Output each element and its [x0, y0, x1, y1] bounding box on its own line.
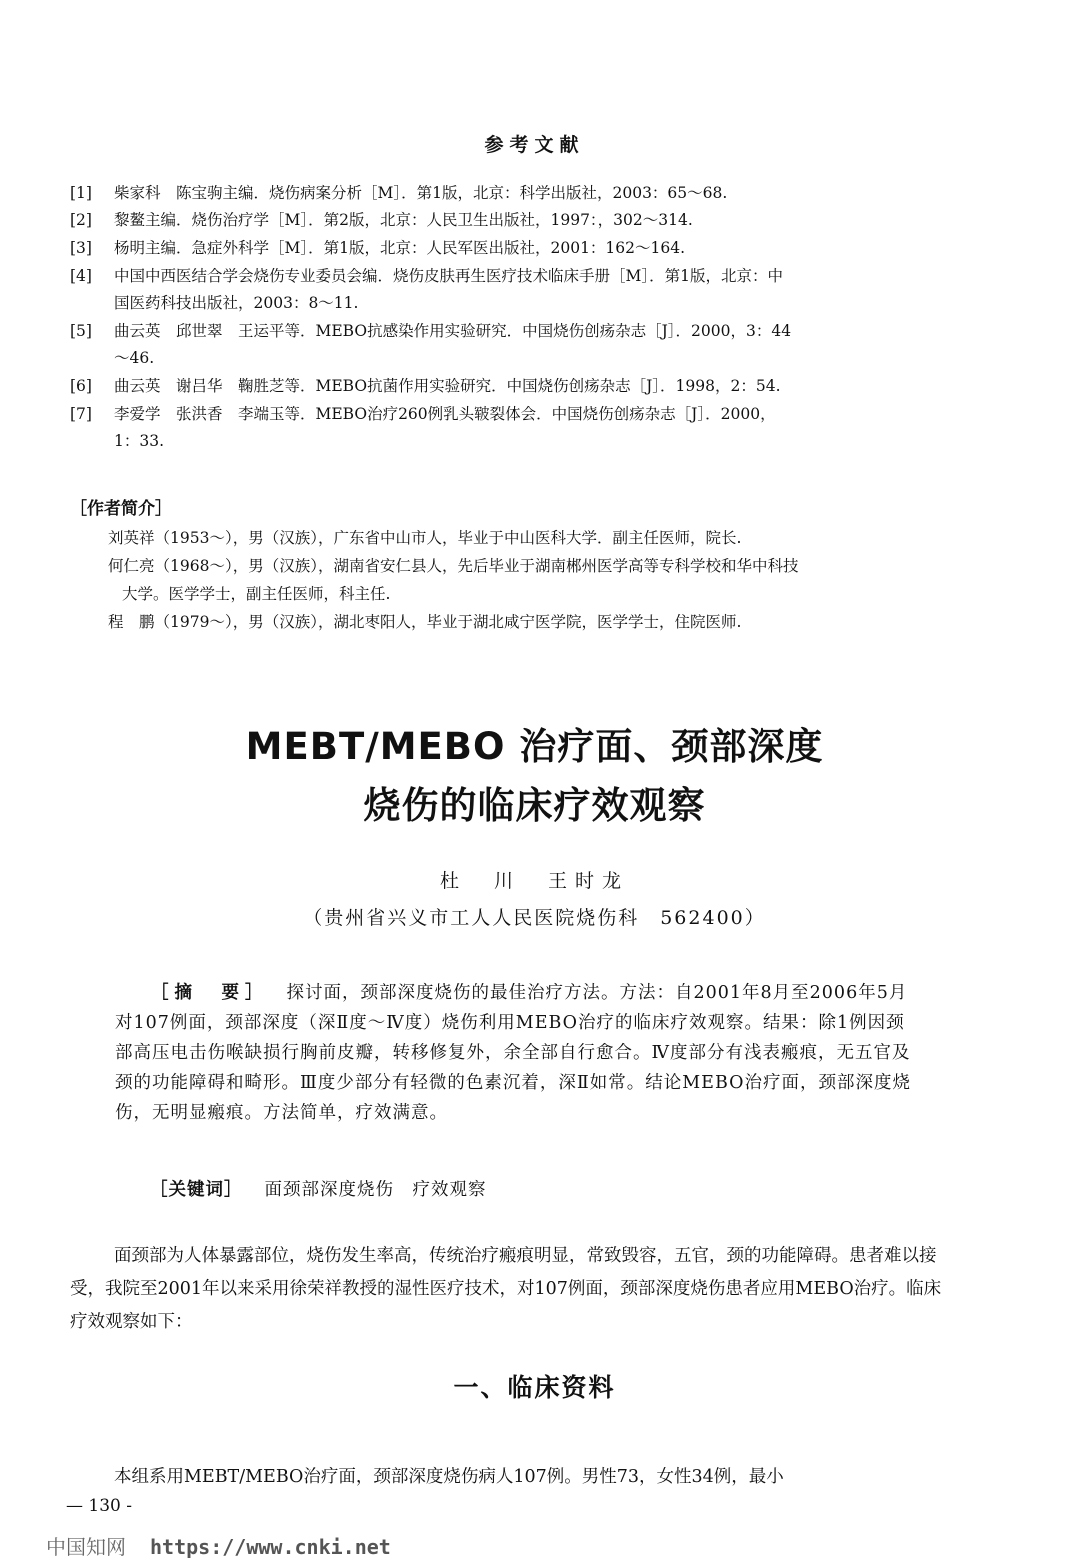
reference-text: 曲云英 邱世翠 王运平等．MEBO抗感染作用实验研究．中国烧伤创疡杂志［J］．2000，3：44 — [114, 322, 792, 340]
reference-text: 中国中西医结合学会烧伤专业委员会编．烧伤皮肤再生医疗技术临床手册［M］．第1版，北京：中 — [114, 267, 783, 285]
reference-text-continued: ～46. — [114, 349, 155, 367]
reference-number: [1] — [70, 184, 92, 202]
keywords — [150, 1176, 487, 1201]
section-paragraph: 本组系用MEBT/MEBO治疗面，颈部深度烧伤病人107例。男性73，女性34例，最小 — [114, 1467, 784, 1487]
reference-number: [2] — [70, 211, 92, 229]
reference-item — [70, 207, 945, 234]
reference-text-continued: 1：33. — [114, 432, 165, 450]
section-title: 一、临床资料 — [453, 1373, 616, 1402]
abstract — [115, 978, 915, 1128]
abstract-label: ［摘 要］ — [151, 983, 269, 1003]
author-bio — [108, 552, 948, 608]
reference-number: [7] — [70, 405, 92, 423]
reference-item — [70, 263, 945, 317]
article-affiliation: （贵州省兴义市工人人民医院烧伤科 562400） — [303, 907, 766, 929]
reference-item — [70, 373, 945, 400]
intro-paragraph: 面颈部为人体暴露部位，烧伤发生率高，传统治疗瘢痕明显，常致毁容，五官，颈的功能障碍。患者难以接受，我院至2001年以来采用徐荣祥教授的湿性医疗技术，对107例面，颈部深度烧伤患者应用MEBO治疗。临床疗效观察如下： — [70, 1246, 942, 1332]
article-title-line1: MEBT/MEBO 治疗面、颈部深度 — [245, 725, 824, 768]
author-bio-text-continued: 大学。医学学士，副主任医师，科主任. — [122, 585, 391, 603]
reference-number: [4] — [70, 267, 92, 285]
reference-item — [70, 401, 945, 455]
reference-text: 黎鳌主编．烧伤治疗学［M］．第2版，北京：人民卫生出版社，1997：，302～314. — [114, 211, 693, 229]
reference-item — [70, 180, 945, 207]
author-bio-text: 何仁亮（1968～），男（汉族），湖南省安仁县人，先后毕业于湖南郴州医学高等专科学校和华中科技 — [108, 557, 799, 575]
reference-item — [70, 235, 945, 262]
page-number: — 130 - — [66, 1496, 132, 1516]
footer-url[interactable]: https://www.cnki.net — [150, 1535, 391, 1559]
reference-number: [5] — [70, 322, 92, 340]
reference-text: 曲云英 谢吕华 鞠胜芝等．MEBO抗菌作用实验研究．中国烧伤创疡杂志［J］．1998，2：54. — [114, 377, 781, 395]
reference-number: [3] — [70, 239, 92, 257]
reference-text: 李爱学 张洪香 李端玉等．MEBO治疗260例乳头皲裂体会．中国烧伤创疡杂志［J］．2000， — [114, 405, 776, 423]
footer-brand: 中国知网 — [46, 1535, 126, 1559]
abstract-text: 探讨面，颈部深度烧伤的最佳治疗方法。方法：自2001年8月至2006年5月对107例面，颈部深度（深Ⅱ度～Ⅳ度）烧伤利用MEBO治疗的临床疗效观察。结果：除1例因颈部高压电击伤喉缺损行胸前皮瓣，转移修复外，余全部自行愈合。Ⅳ度部分有浅表瘢痕，无五官及颈的功能障碍和畸形。Ⅲ度少部分有轻微的色素沉着，深Ⅱ如常。结论MEBO治疗面，颈部深度烧伤，无明显瘢痕。方法简单，疗效满意。 — [115, 983, 911, 1123]
article-title-line2: 烧伤的临床疗效观察 — [363, 784, 706, 827]
author-bio: 程 鹏（1979～），男（汉族），湖北枣阳人，毕业于湖北咸宁医学院，医学学士，住院医师. — [108, 613, 742, 631]
reference-text-continued: 国医药科技出版社，2003：8～11. — [114, 294, 359, 312]
keywords-text: 面颈部深度烧伤 疗效观察 — [264, 1180, 487, 1200]
references-title: 参考文献 — [484, 134, 585, 156]
keywords-label: ［关键词］ — [150, 1180, 243, 1200]
author-bio-heading: ［作者简介］ — [70, 499, 172, 519]
reference-item — [70, 318, 945, 372]
reference-text: 柴家科 陈宝驹主编．烧伤病案分析［M］．第1版，北京：科学出版社，2003：65～68. — [114, 184, 728, 202]
reference-text: 杨明主编．急症外科学［M］．第1版，北京：人民军医出版社，2001：162～164. — [114, 239, 686, 257]
footer-watermark — [46, 1531, 391, 1560]
reference-number: [6] — [70, 377, 92, 395]
author-bio: 刘英祥（1953～），男（汉族），广东省中山市人，毕业于中山医科大学．副主任医师，院长. — [108, 529, 742, 547]
article-authors: 杜 川 王时龙 — [439, 870, 629, 892]
